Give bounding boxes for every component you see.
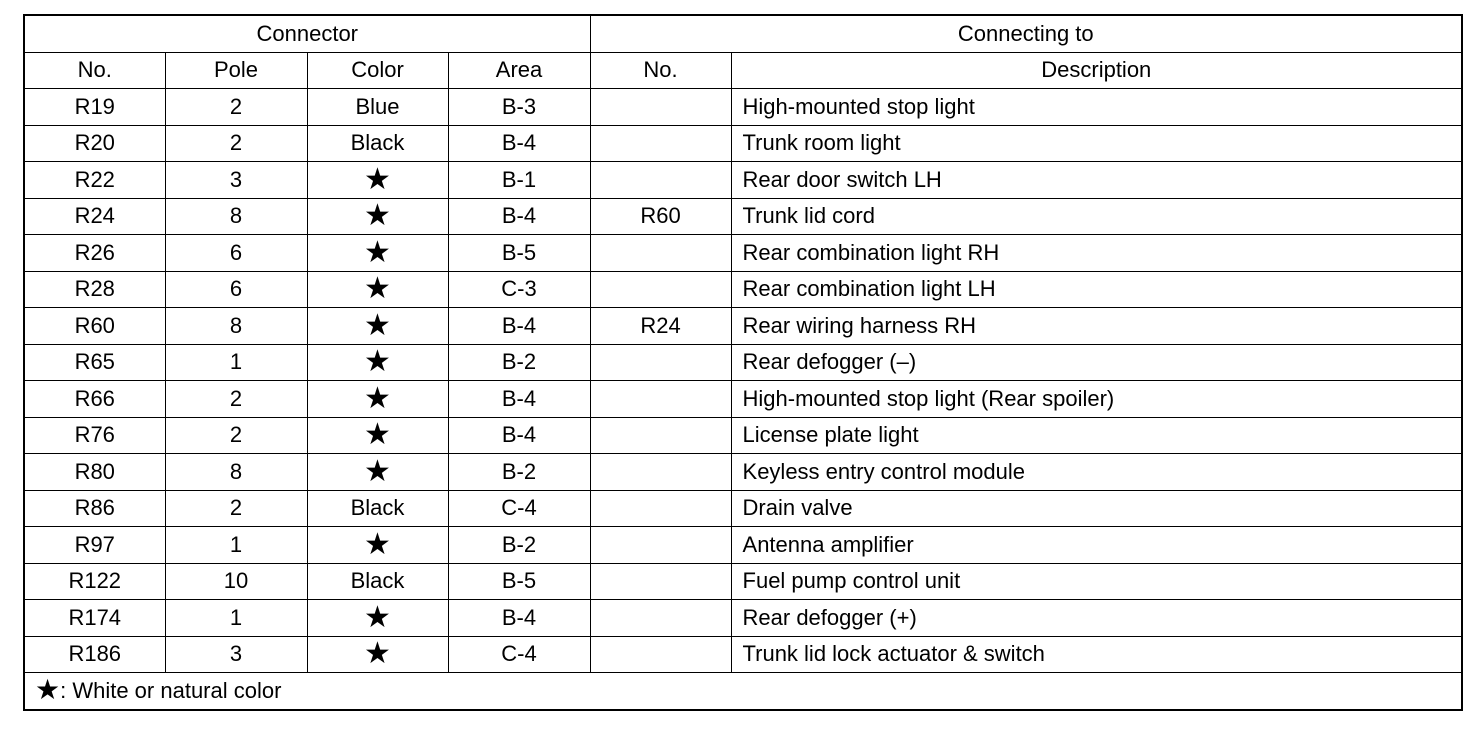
star-icon: ★ [364, 199, 391, 233]
pole-cell: 2 [165, 125, 307, 162]
col-header-description: Description [731, 52, 1462, 89]
description-cell: Trunk lid cord [731, 198, 1462, 235]
color-cell [307, 454, 448, 491]
area-cell: B-2 [448, 344, 590, 381]
connecting-no-cell [590, 162, 731, 199]
connector-no-cell: R122 [24, 563, 165, 600]
area-cell: B-5 [448, 235, 590, 272]
connecting-no-cell [590, 235, 731, 272]
col-header-area: Area [448, 52, 590, 89]
table-row [24, 308, 1462, 345]
pole-cell: 10 [165, 563, 307, 600]
area-cell: B-5 [448, 563, 590, 600]
description-cell: Keyless entry control module [731, 454, 1462, 491]
pole-cell: 3 [165, 162, 307, 199]
description-cell: Antenna amplifier [731, 527, 1462, 564]
description-cell: Rear wiring harness RH [731, 308, 1462, 345]
color-cell: Black [307, 563, 448, 600]
connecting-no-cell [590, 344, 731, 381]
footnote-row [24, 673, 1462, 710]
star-icon: ★ [35, 673, 61, 705]
description-cell: Fuel pump control unit [731, 563, 1462, 600]
area-cell: B-1 [448, 162, 590, 199]
area-cell: B-4 [448, 417, 590, 454]
area-cell: B-2 [448, 527, 590, 564]
area-cell: B-4 [448, 125, 590, 162]
connector-no-cell: R65 [24, 344, 165, 381]
color-cell [307, 162, 448, 199]
connector-table [23, 14, 1463, 711]
connector-no-cell: R24 [24, 198, 165, 235]
pole-cell: 3 [165, 636, 307, 673]
star-icon: ★ [364, 381, 391, 415]
connecting-no-cell [590, 563, 731, 600]
star-icon: ★ [364, 308, 391, 342]
pole-cell: 1 [165, 527, 307, 564]
area-cell: B-4 [448, 308, 590, 345]
connector-no-cell: R26 [24, 235, 165, 272]
pole-cell: 1 [165, 344, 307, 381]
connector-no-cell: R22 [24, 162, 165, 199]
area-cell: C-4 [448, 490, 590, 527]
description-cell: Trunk lid lock actuator & switch [731, 636, 1462, 673]
table-row [24, 527, 1462, 564]
pole-cell: 6 [165, 235, 307, 272]
connecting-no-cell: R60 [590, 198, 731, 235]
column-header-row [24, 52, 1462, 89]
connecting-no-cell [590, 636, 731, 673]
table-row [24, 162, 1462, 199]
star-icon: ★ [364, 600, 391, 634]
table-row [24, 563, 1462, 600]
description-cell: Rear combination light LH [731, 271, 1462, 308]
description-cell: Drain valve [731, 490, 1462, 527]
connecting-no-cell: R24 [590, 308, 731, 345]
table-row [24, 454, 1462, 491]
pole-cell: 8 [165, 308, 307, 345]
color-cell [307, 527, 448, 564]
col-header-color: Color [307, 52, 448, 89]
connector-no-cell: R28 [24, 271, 165, 308]
color-cell [307, 636, 448, 673]
connector-no-cell: R97 [24, 527, 165, 564]
connecting-no-cell [590, 454, 731, 491]
area-cell: C-3 [448, 271, 590, 308]
table-row [24, 490, 1462, 527]
color-cell: Blue [307, 89, 448, 126]
connecting-to-group-header: Connecting to [590, 15, 1462, 52]
table-row [24, 344, 1462, 381]
connecting-no-cell [590, 125, 731, 162]
area-cell: C-4 [448, 636, 590, 673]
table-row [24, 600, 1462, 637]
table-row [24, 235, 1462, 272]
area-cell: B-2 [448, 454, 590, 491]
connecting-no-cell [590, 527, 731, 564]
footnote-text: : White or natural color [60, 677, 282, 703]
color-cell: Black [307, 125, 448, 162]
color-cell [307, 600, 448, 637]
connector-no-cell: R66 [24, 381, 165, 418]
pole-cell: 8 [165, 198, 307, 235]
pole-cell: 8 [165, 454, 307, 491]
area-cell: B-3 [448, 89, 590, 126]
star-icon: ★ [364, 418, 391, 452]
color-cell [307, 308, 448, 345]
connecting-no-cell [590, 600, 731, 637]
description-cell: License plate light [731, 417, 1462, 454]
connector-no-cell: R174 [24, 600, 165, 637]
connector-no-cell: R76 [24, 417, 165, 454]
description-cell: Trunk room light [731, 125, 1462, 162]
connecting-no-cell [590, 490, 731, 527]
star-icon: ★ [364, 637, 391, 671]
star-icon: ★ [364, 272, 391, 306]
table-row [24, 636, 1462, 673]
connecting-no-cell [590, 89, 731, 126]
description-cell: Rear defogger (+) [731, 600, 1462, 637]
table-row [24, 381, 1462, 418]
color-cell: Black [307, 490, 448, 527]
table-row [24, 89, 1462, 126]
star-icon: ★ [364, 454, 391, 488]
area-cell: B-4 [448, 381, 590, 418]
color-cell [307, 271, 448, 308]
description-cell: Rear combination light RH [731, 235, 1462, 272]
color-cell [307, 417, 448, 454]
group-header-row [24, 15, 1462, 52]
star-icon: ★ [364, 235, 391, 269]
connector-no-cell: R80 [24, 454, 165, 491]
color-cell [307, 198, 448, 235]
color-cell [307, 381, 448, 418]
connecting-no-cell [590, 381, 731, 418]
connector-no-cell: R86 [24, 490, 165, 527]
star-icon: ★ [364, 162, 391, 196]
footnote [24, 673, 1462, 710]
star-icon: ★ [364, 527, 391, 561]
table-row [24, 271, 1462, 308]
connector-group-header: Connector [24, 15, 590, 52]
table-row [24, 417, 1462, 454]
star-icon: ★ [364, 345, 391, 379]
pole-cell: 2 [165, 381, 307, 418]
pole-cell: 1 [165, 600, 307, 637]
pole-cell: 2 [165, 89, 307, 126]
connector-no-cell: R60 [24, 308, 165, 345]
col-header-no: No. [24, 52, 165, 89]
description-cell: Rear defogger (–) [731, 344, 1462, 381]
area-cell: B-4 [448, 600, 590, 637]
connector-no-cell: R20 [24, 125, 165, 162]
connecting-no-cell [590, 417, 731, 454]
pole-cell: 2 [165, 417, 307, 454]
connecting-no-cell [590, 271, 731, 308]
table-row [24, 198, 1462, 235]
description-cell: High-mounted stop light [731, 89, 1462, 126]
description-cell: Rear door switch LH [731, 162, 1462, 199]
color-cell [307, 235, 448, 272]
color-cell [307, 344, 448, 381]
pole-cell: 6 [165, 271, 307, 308]
pole-cell: 2 [165, 490, 307, 527]
table-row [24, 125, 1462, 162]
col-header-to-no: No. [590, 52, 731, 89]
area-cell: B-4 [448, 198, 590, 235]
connector-no-cell: R186 [24, 636, 165, 673]
col-header-pole: Pole [165, 52, 307, 89]
connector-no-cell: R19 [24, 89, 165, 126]
description-cell: High-mounted stop light (Rear spoiler) [731, 381, 1462, 418]
